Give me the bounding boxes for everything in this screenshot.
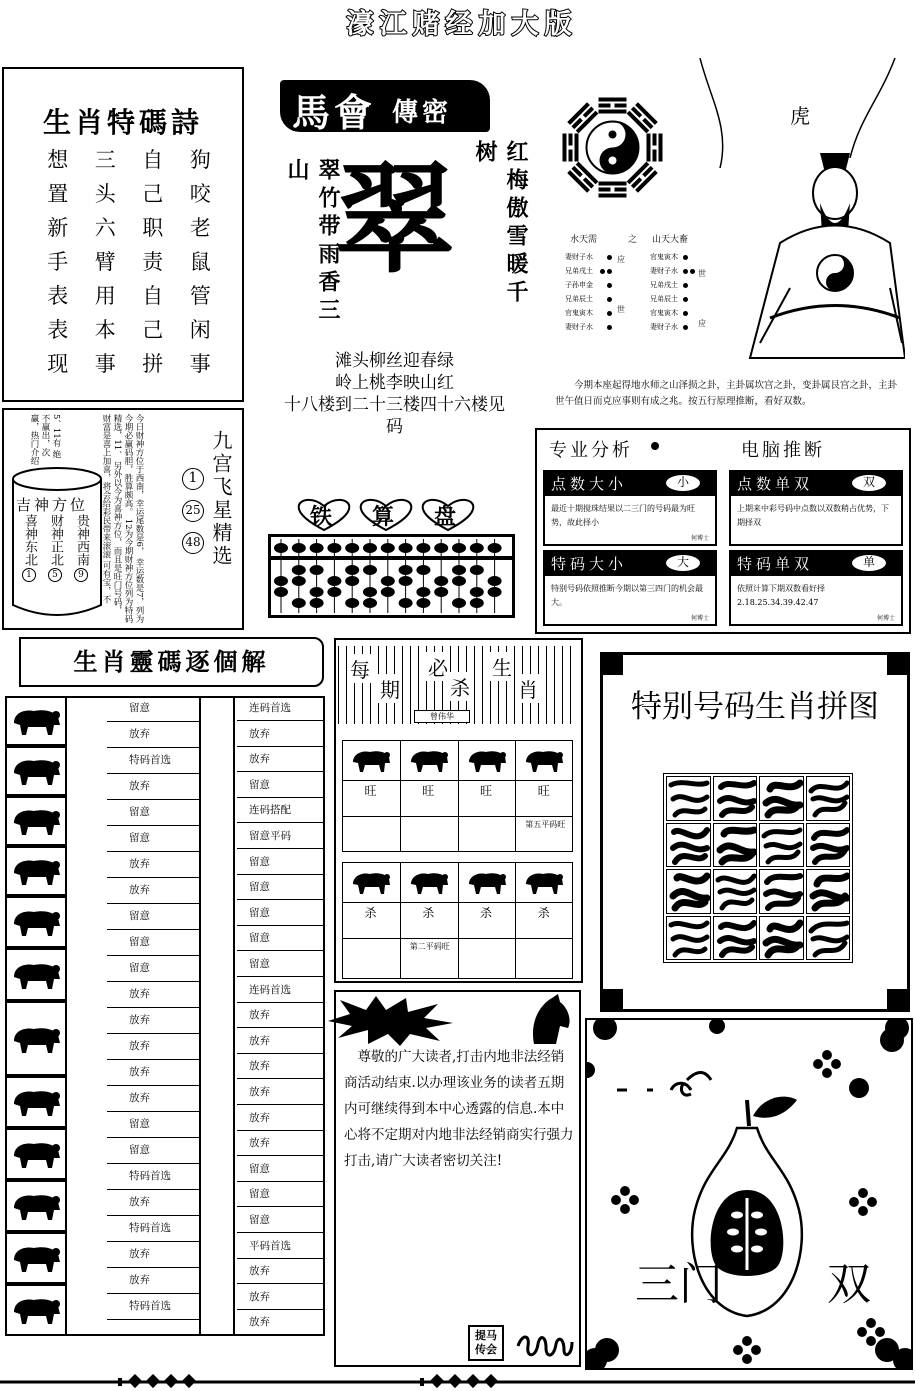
poem-char: 头 (94, 182, 116, 206)
zodiac-tip-col1: 放弃 (107, 776, 199, 800)
kill-bottom-animal-icon (408, 866, 450, 898)
yao-dot-icon (607, 297, 612, 302)
title-char: 大 (511, 9, 541, 40)
analysis-title-left: 专业分析 (549, 440, 633, 461)
zodiac-tip-col2: 留意 (237, 952, 325, 977)
puzzle-tile (806, 776, 851, 821)
god-number: 1 (22, 568, 36, 582)
kill-bottom-animal-icon (350, 866, 392, 898)
zodiac-tip-col1: 留意 (107, 1114, 199, 1138)
hex-mark: 世 (698, 269, 706, 278)
hex-line-right: 兄弟辰土 (650, 295, 678, 303)
kill-top-label: 旺 (422, 784, 435, 798)
hex-line-right: 官鬼寅木 (650, 253, 678, 261)
analysis-cell-text: 特别号码依照推断今期以第三四门的机会最大。 (551, 584, 703, 607)
yao-dot-icon (683, 269, 688, 274)
footer-rule (0, 1374, 915, 1390)
puzzle-tile (806, 869, 851, 914)
analysis-cell-text: 上期来中彩号码中点数以双数稍占优势，下期择双 (737, 504, 889, 527)
puzzle-grid (663, 773, 853, 963)
grid-line (342, 780, 573, 781)
analysis-cell-label: 点数单双 (737, 475, 814, 493)
yao-dot-icon (683, 311, 688, 316)
analysis-cell-label: 特码单双 (737, 555, 814, 573)
zodiac-tip-col2: 留意 (237, 850, 325, 875)
god-direction: 西南 (74, 540, 89, 566)
hex-line-left: 子孙申金 (565, 281, 593, 289)
nine-palace-panel (2, 408, 244, 630)
zodiac-tip-col2: 放弃 (237, 1080, 325, 1105)
notice-text: 尊敬的广大读者,打击内地非法经销商活动结束.以办理该业务的读者五期内可继续得到本中心透露的信息.本中心将不定期对内地非法经销商实行强力打击,请广大读者密切关注! (344, 1049, 574, 1169)
god-column (46, 514, 64, 582)
poem-grid (34, 147, 224, 377)
lucky-number: 1 (182, 468, 204, 490)
puzzle-tile (666, 776, 711, 821)
puzzle-tile (666, 916, 711, 961)
yao-dot-icon (607, 311, 612, 316)
zodiac-tip-col2: 留意 (237, 1208, 325, 1233)
dot-icon (651, 442, 659, 450)
poem-char: 责 (142, 250, 164, 274)
zodiac-tip-col1: 留意 (107, 1140, 199, 1164)
title-char: 濠 (346, 9, 376, 40)
signature-icon (516, 1332, 574, 1362)
kill-bottom-label: 杀 (422, 906, 435, 920)
corner-mark (603, 989, 623, 1009)
puzzle-tile (806, 823, 851, 868)
poem-char: 想 (47, 148, 69, 172)
puzzle-tile (759, 916, 804, 961)
monkey-icon (5, 1128, 67, 1180)
special-puzzle-panel (600, 652, 910, 1012)
text-col: 可有宝，不 (101, 561, 111, 604)
puzzle-tile (713, 869, 758, 914)
zodiac-tip-col2: 留意 (237, 1157, 325, 1182)
zodiac-tip-col1: 留意 (107, 802, 199, 826)
kill-bottom-note: 第二平码旺 (409, 942, 450, 951)
mahui-logo (280, 80, 490, 135)
poem-char: 事 (94, 352, 116, 376)
zodiac-tip-col2: 平码首选 (237, 1234, 325, 1259)
analysis-badge: 双 (851, 474, 887, 492)
zodiac-tip-col2: 放弃 (237, 1106, 325, 1131)
puzzle-tile (759, 776, 804, 821)
hex-line-left: 官鬼寅木 (565, 309, 593, 317)
text-col: 5、11有 (51, 414, 61, 448)
stripe (514, 646, 515, 724)
poem-char: 拼 (142, 352, 164, 376)
zodiac-tip-col2: 连码首选 (237, 978, 325, 1003)
pear-right-text: 双 (827, 1259, 871, 1310)
poem-char: 管 (189, 284, 211, 308)
zodiac-tip-col1: 留意 (107, 828, 199, 852)
stripe (338, 646, 339, 724)
abacus-icon (268, 534, 515, 618)
pear-left-text: 三门 (635, 1259, 723, 1310)
god-number: 5 (48, 568, 62, 582)
drum-title: 吉神方位 (16, 496, 89, 514)
zodiac-tip-col1: 特码首选 (107, 1166, 199, 1190)
zodiac-tip-col1: 特码首选 (107, 750, 199, 774)
abacus-title-heart (419, 498, 477, 532)
left-vertical-verse: 翠竹带雨香三山 (284, 158, 341, 326)
zodiac-tip-col1: 留意 (107, 906, 199, 930)
analysis-cell-label: 特码大小 (551, 555, 628, 573)
hex-mid: 之 (628, 235, 638, 245)
zodiac-table-divider (199, 696, 235, 1336)
god-name: 贵神 (74, 514, 89, 540)
stripe (482, 646, 483, 724)
text-col: 今日财神方位于西南，幸运尾数是6， (134, 414, 144, 556)
zodiac-tip-col1: 放弃 (107, 1192, 199, 1216)
poem-char: 闲 (189, 318, 211, 342)
zodiac-tip-col2: 连码首选 (237, 696, 325, 721)
corner-mark (603, 655, 623, 675)
zodiac-tip-col2: 留意平码 (237, 824, 325, 849)
zodiac-tip-col2: 留意 (237, 773, 325, 798)
title-char: 江 (379, 9, 409, 40)
zodiac-tip-col1: 放弃 (107, 1088, 199, 1112)
puzzle-tile (666, 869, 711, 914)
text-col: 绝不赢出，次赢，热门介绍 (29, 414, 61, 465)
puzzle-tile (713, 916, 758, 961)
right-vertical-verse: 红梅傲雪暖千树 (472, 140, 529, 308)
lucky-number: 48 (182, 532, 204, 554)
poem-char: 六 (94, 216, 116, 240)
snake-icon (5, 948, 67, 1001)
zodiac-tip-col1: 放弃 (107, 1244, 199, 1268)
god-column (72, 514, 90, 582)
abacus-title-heart (295, 498, 353, 532)
kill-bottom-label: 杀 (479, 906, 492, 920)
title-char: 赌 (412, 9, 442, 40)
stripe (346, 646, 347, 724)
zodiac-tip-col1: 放弃 (107, 1036, 199, 1060)
zodiac-tip-col2: 留意 (237, 926, 325, 951)
kill-title-char: 必 (426, 652, 450, 681)
yao-dot-icon (683, 255, 688, 260)
horse-icon (5, 1001, 67, 1076)
yao-dot-icon (607, 283, 612, 288)
poem-title: 生肖特碼詩 (42, 106, 203, 139)
zodiac-tip-col2: 放弃 (237, 1054, 325, 1079)
page-title (300, 2, 620, 40)
grid-line (342, 816, 573, 817)
rat-icon (5, 1284, 67, 1336)
kill-top-note: 第五平码旺 (525, 820, 566, 829)
zodiac-title-box (19, 637, 324, 687)
poem-char: 手 (47, 250, 69, 274)
mahui-logo-big: 馬會 (292, 90, 377, 135)
yao-dot-icon (683, 325, 688, 330)
kill-bottom-animal-icon (466, 866, 508, 898)
zodiac-tip-col2: 留意 (237, 1182, 325, 1207)
grid-line (342, 938, 573, 939)
stripe (562, 646, 563, 724)
poem-char: 咬 (189, 182, 211, 206)
kill-bottom-label: 杀 (364, 906, 377, 920)
yao-dot-icon (690, 269, 695, 274)
hex-mark: 应 (617, 255, 625, 264)
zodiac-tip-col2: 留意 (237, 875, 325, 900)
god-column (20, 514, 38, 582)
hex-mark: 应 (698, 319, 706, 328)
bull-icon (5, 746, 67, 796)
gods-list (20, 514, 90, 582)
mahui-verse (282, 350, 507, 438)
pear-panel (585, 1018, 913, 1370)
text-col: 12为今期财神方位列为特码精选，11、 (112, 414, 133, 624)
zodiac-tip-col1: 放弃 (107, 854, 199, 878)
tiger-icon (5, 796, 67, 846)
poem-char: 现 (47, 352, 69, 376)
zodiac-tip-col1: 放弃 (107, 724, 199, 748)
kill-top-animal-icon (466, 744, 508, 776)
poem-char: 己 (142, 318, 164, 342)
burst-icon (328, 996, 453, 1046)
verse-line: 十八楼到二十三楼四十六楼见码 (284, 395, 505, 437)
zodiac-tip-col1: 放弃 (107, 1270, 199, 1294)
pear-icon (587, 1020, 911, 1368)
verse-line: 岭上桃李映山红 (335, 373, 454, 393)
poem-char: 自 (142, 284, 164, 308)
yao-dot-icon (683, 297, 688, 302)
kill-top-label: 旺 (479, 784, 492, 798)
analysis-cell (543, 470, 717, 546)
horse-head-icon (524, 994, 574, 1046)
abacus-title-char: 盘 (434, 504, 457, 530)
text-col: 财富是喜上加喜，将会给彩民带来滚滚 (101, 414, 111, 559)
poem-char: 老 (189, 216, 211, 240)
zodiac-title: 生肖靈碼逐個解 (73, 648, 270, 676)
kill-title-char: 杀 (448, 672, 472, 701)
kill-top-label: 旺 (537, 784, 550, 798)
stripe (410, 646, 411, 724)
goat-icon (5, 1076, 67, 1128)
analysis-cell-label: 点数大小 (551, 475, 628, 493)
poem-char: 职 (142, 216, 164, 240)
stripe (546, 646, 547, 724)
rooster-icon (5, 1180, 67, 1232)
zodiac-tip-col1: 留意 (107, 698, 199, 722)
analysis-cell-text: 依照计算下期双数看好择2.18.25.34.39.42.47 (737, 584, 825, 607)
yao-dot-icon (683, 283, 688, 288)
kill-top-label: 旺 (364, 784, 377, 798)
analysis-badge: 小 (665, 474, 701, 492)
corner-mark (887, 989, 907, 1009)
nine-palace-numbers (182, 468, 204, 554)
god-name: 财神 (48, 514, 63, 540)
rabbit-icon (5, 846, 67, 896)
nine-palace-title: 九宫飞星精选 (209, 430, 233, 568)
corner-mark (887, 655, 907, 675)
poem-char: 新 (47, 216, 69, 240)
stripe (402, 646, 403, 724)
nine-palace-text (28, 414, 61, 466)
text-col: 另外以今为喜神方位，而且是旺门号码， (112, 461, 122, 615)
zodiac-tip-col1: 留意 (107, 932, 199, 956)
puzzle-tile (666, 823, 711, 868)
puzzle-tile (713, 776, 758, 821)
zodiac-tip-col2: 放弃 (237, 1285, 325, 1310)
big-character: 翠 (335, 149, 455, 290)
hex-line-right: 妻财子水 (650, 267, 678, 275)
ox-icon (5, 696, 67, 746)
seal-stamp: 提马传会 (468, 1325, 504, 1361)
lucky-number: 25 (182, 500, 204, 522)
zodiac-tip-col1: 特码首选 (107, 1218, 199, 1242)
analysis-panel (535, 428, 911, 634)
poem-char: 置 (47, 182, 69, 206)
zodiac-tip-col1: 放弃 (107, 1062, 199, 1086)
poem-char: 三 (94, 148, 116, 172)
kill-title-char: 每 (348, 654, 372, 683)
zodiac-tip-col1: 留意 (107, 958, 199, 982)
zodiac-tip-col1: 放弃 (107, 984, 199, 1008)
god-name: 喜神 (22, 514, 37, 540)
hex-line-left: 兄弟戌土 (565, 267, 593, 275)
analysis-sign: 何博士 (690, 615, 709, 622)
zodiac-tip-col2: 放弃 (237, 1029, 325, 1054)
zodiac-tip-col1: 放弃 (107, 880, 199, 904)
mahui-logo-small: 傳密 (392, 98, 453, 128)
hex-right-title: 山天大畜 (652, 235, 689, 245)
poem-char: 用 (94, 284, 116, 308)
kill-title-char: 期 (378, 674, 402, 703)
puzzle-tile (713, 823, 758, 868)
name-tag: 曾伟华 (414, 710, 470, 723)
puzzle-tile (759, 869, 804, 914)
poem-char: 表 (47, 284, 69, 308)
kill-top-animal-icon (408, 744, 450, 776)
analysis-cell (729, 470, 903, 546)
abacus-title-heart (357, 498, 415, 532)
kill-top-grid (342, 740, 573, 852)
poem-char: 事 (189, 352, 211, 376)
poem-char: 本 (94, 318, 116, 342)
stripe (570, 646, 571, 724)
dog-icon (5, 1232, 67, 1284)
abacus-title-char: 铁 (310, 504, 333, 530)
stripe (554, 646, 555, 724)
hex-line-left: 妻财子水 (565, 253, 593, 261)
grid-line (342, 902, 573, 903)
puzzle-tile (806, 916, 851, 961)
dragon-icon (5, 896, 67, 948)
poem-char: 表 (47, 318, 69, 342)
kill-panel (334, 638, 583, 983)
title-char: 版 (544, 9, 574, 40)
hex-line-right: 妻财子水 (650, 323, 678, 331)
god-direction: 东北 (22, 540, 37, 566)
poem-char: 自 (142, 148, 164, 172)
analysis-cell (729, 550, 903, 626)
poem-char: 鼠 (189, 250, 211, 274)
poem-char: 狗 (189, 148, 211, 172)
zodiac-tip-col2: 放弃 (237, 722, 325, 747)
stripe (474, 646, 475, 724)
analysis-cell (543, 550, 717, 626)
god-direction: 正北 (48, 540, 63, 566)
yao-dot-icon (607, 269, 612, 274)
god-number: 9 (74, 568, 88, 582)
zodiac-tip-col2: 放弃 (237, 747, 325, 772)
yao-dot-icon (600, 269, 605, 274)
yao-dot-icon (607, 325, 612, 330)
zodiac-tip-col2: 放弃 (237, 1310, 325, 1335)
hex-mark: 世 (617, 305, 625, 314)
hex-left-title: 水天需 (570, 235, 598, 245)
zodiac-tip-col1: 放弃 (107, 1010, 199, 1034)
zodiac-tip-col1: 特码首选 (107, 1296, 199, 1320)
zodiac-tip-col2: 放弃 (237, 1259, 325, 1284)
hexagram-note: 今期本座起得地水师之山泽损之卦，主卦属坎宫之卦，变卦属艮宫之卦，主卦世午值日而克应事则有成之兆。按五行原理推断，看好双数。 (555, 380, 898, 407)
hex-line-left: 妻财子水 (565, 323, 593, 331)
title-char: 加 (478, 9, 508, 40)
text-col: 幸运数是7，列为今期必赢码胆，胜算颇高。 (123, 414, 144, 624)
abacus-title (295, 498, 495, 534)
poem-char: 己 (142, 182, 164, 206)
hex-line-right: 兄弟戌土 (650, 281, 678, 289)
yao-dot-icon (607, 255, 612, 260)
kill-top-animal-icon (350, 744, 392, 776)
kill-bottom-animal-icon (523, 866, 565, 898)
zodiac-poem-panel (2, 67, 244, 402)
zodiac-tip-col2: 留意 (237, 901, 325, 926)
zodiac-tip-col2: 放弃 (237, 1003, 325, 1028)
zodiac-tip-col2: 连码搭配 (237, 798, 325, 823)
kill-bottom-label: 杀 (537, 906, 550, 920)
hex-line-right: 官鬼寅木 (650, 309, 678, 317)
kill-bottom-grid (342, 862, 573, 979)
analysis-badge: 单 (851, 554, 887, 572)
bagua-icon (560, 95, 665, 200)
hex-line-left: 兄弟辰土 (565, 295, 593, 303)
special-title: 特别号码生肖拼图 (631, 689, 879, 725)
analysis-title-right: 电脑推断 (741, 440, 825, 461)
puzzle-tile (759, 823, 804, 868)
title-char: 经 (445, 9, 475, 40)
kill-title-char: 生 (490, 652, 514, 681)
nine-palace-text (100, 414, 144, 624)
kill-title-char: 肖 (516, 674, 540, 703)
verse-line: 滩头柳丝迎春绿 (335, 351, 454, 371)
analysis-sign: 何博士 (690, 535, 709, 542)
zodiac-tip-col2: 放弃 (237, 1131, 325, 1156)
kill-top-animal-icon (523, 744, 565, 776)
analysis-sign: 何博士 (876, 615, 895, 622)
analysis-cell-text: 最近十期搅珠结果以二三门的号码最为旺势，故此择小 (551, 504, 695, 527)
poem-char: 臂 (94, 250, 116, 274)
tiger-label: 虎 (790, 104, 810, 128)
analysis-badge: 大 (665, 554, 701, 572)
notice-panel (334, 990, 581, 1367)
abacus-title-char: 算 (372, 504, 395, 530)
